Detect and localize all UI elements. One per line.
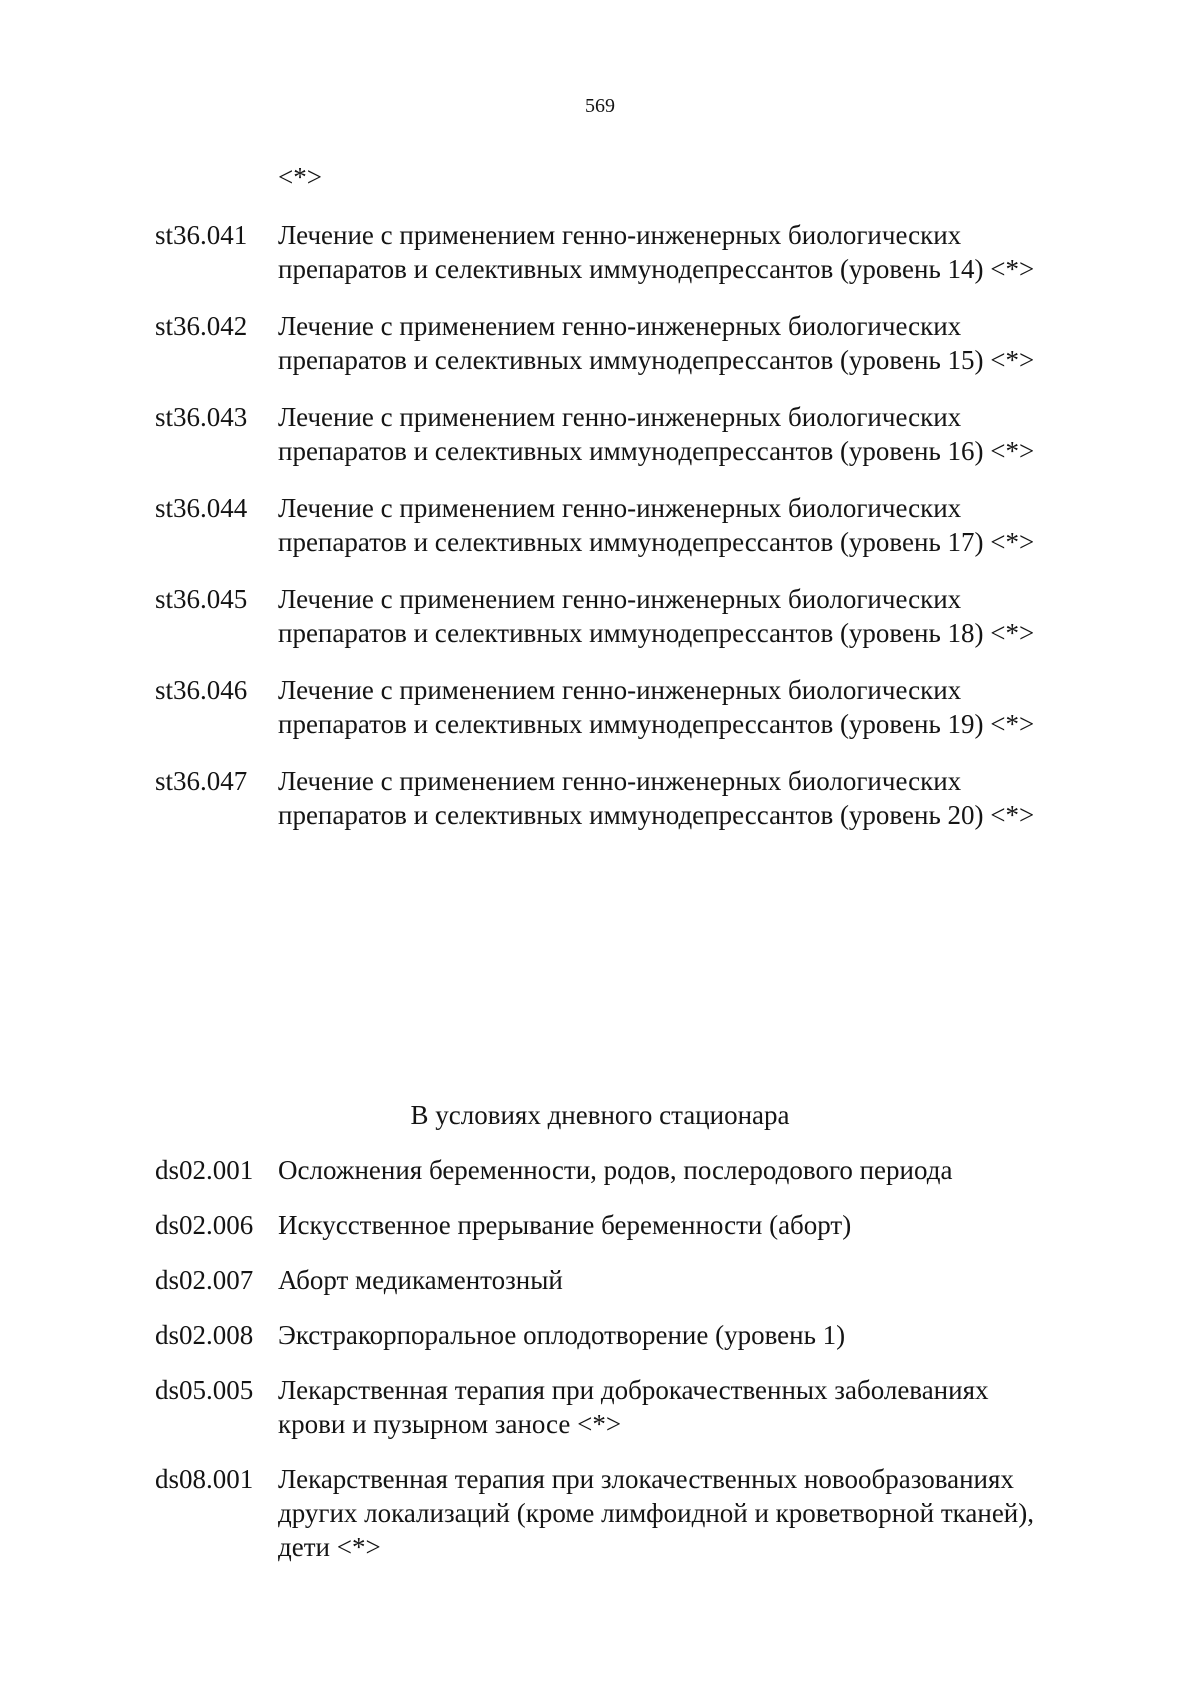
entry-description: Лечение с применением генно-инженерных биологических препаратов и селективных иммунодепрессантов (уровень 16) <*>	[278, 402, 1035, 466]
entry-code: ds02.008	[155, 1320, 254, 1350]
entry-code: ds02.006	[155, 1210, 254, 1240]
entry-description: Лечение с применением генно-инженерных биологических препаратов и селективных иммунодепрессантов (уровень 14) <*>	[278, 220, 1035, 284]
list-item	[155, 764, 1055, 832]
entry-code: st36.042	[155, 311, 248, 341]
list-item	[155, 1263, 1055, 1297]
entry-code: st36.046	[155, 675, 248, 705]
entry-code: st36.045	[155, 584, 248, 614]
list-item	[155, 1373, 1055, 1441]
list-item	[155, 1208, 1055, 1242]
entry-code: st36.044	[155, 493, 248, 523]
page-number: 569	[585, 95, 615, 117]
entry-description: Лекарственная терапия при доброкачественных заболеваниях крови и пузырном заносе <*>	[278, 1375, 989, 1439]
entry-description: Лечение с применением генно-инженерных биологических препаратов и селективных иммунодепрессантов (уровень 20) <*>	[278, 766, 1035, 830]
entry-description: Лечение с применением генно-инженерных биологических препаратов и селективных иммунодепрессантов (уровень 19) <*>	[278, 675, 1035, 739]
list-item	[155, 673, 1055, 741]
list-item	[155, 1462, 1055, 1564]
list-item	[155, 1318, 1055, 1352]
entry-list-day-hospital	[155, 1153, 1055, 1585]
entry-list-inpatient	[155, 218, 1055, 855]
list-item	[155, 1153, 1055, 1187]
entry-code: ds02.007	[155, 1265, 254, 1295]
entry-description: Аборт медикаментозный	[278, 1265, 563, 1295]
list-item	[155, 400, 1055, 468]
entry-code: ds05.005	[155, 1375, 254, 1405]
list-item	[155, 309, 1055, 377]
list-item	[155, 218, 1055, 286]
entry-code: st36.047	[155, 766, 248, 796]
list-item	[155, 582, 1055, 650]
entry-code: ds08.001	[155, 1464, 254, 1494]
entry-code: st36.041	[155, 220, 248, 250]
section-heading: В условиях дневного стационара	[410, 1100, 790, 1130]
entry-description: Осложнения беременности, родов, послеродового периода	[278, 1155, 953, 1185]
continuation-note: <*>	[278, 162, 322, 192]
entry-description: Лекарственная терапия при злокачественных новообразованиях других локализаций (кроме лимфоидной и кроветворной тканей), дети <*>	[278, 1464, 1034, 1562]
entry-code: st36.043	[155, 402, 248, 432]
entry-code: ds02.001	[155, 1155, 254, 1185]
entry-description: Искусственное прерывание беременности (аборт)	[278, 1210, 852, 1240]
entry-description: Экстракорпоральное оплодотворение (уровень 1)	[278, 1320, 846, 1350]
entry-description: Лечение с применением генно-инженерных биологических препаратов и селективных иммунодепрессантов (уровень 17) <*>	[278, 493, 1035, 557]
entry-description: Лечение с применением генно-инженерных биологических препаратов и селективных иммунодепрессантов (уровень 18) <*>	[278, 584, 1035, 648]
list-item	[155, 491, 1055, 559]
entry-description: Лечение с применением генно-инженерных биологических препаратов и селективных иммунодепрессантов (уровень 15) <*>	[278, 311, 1035, 375]
